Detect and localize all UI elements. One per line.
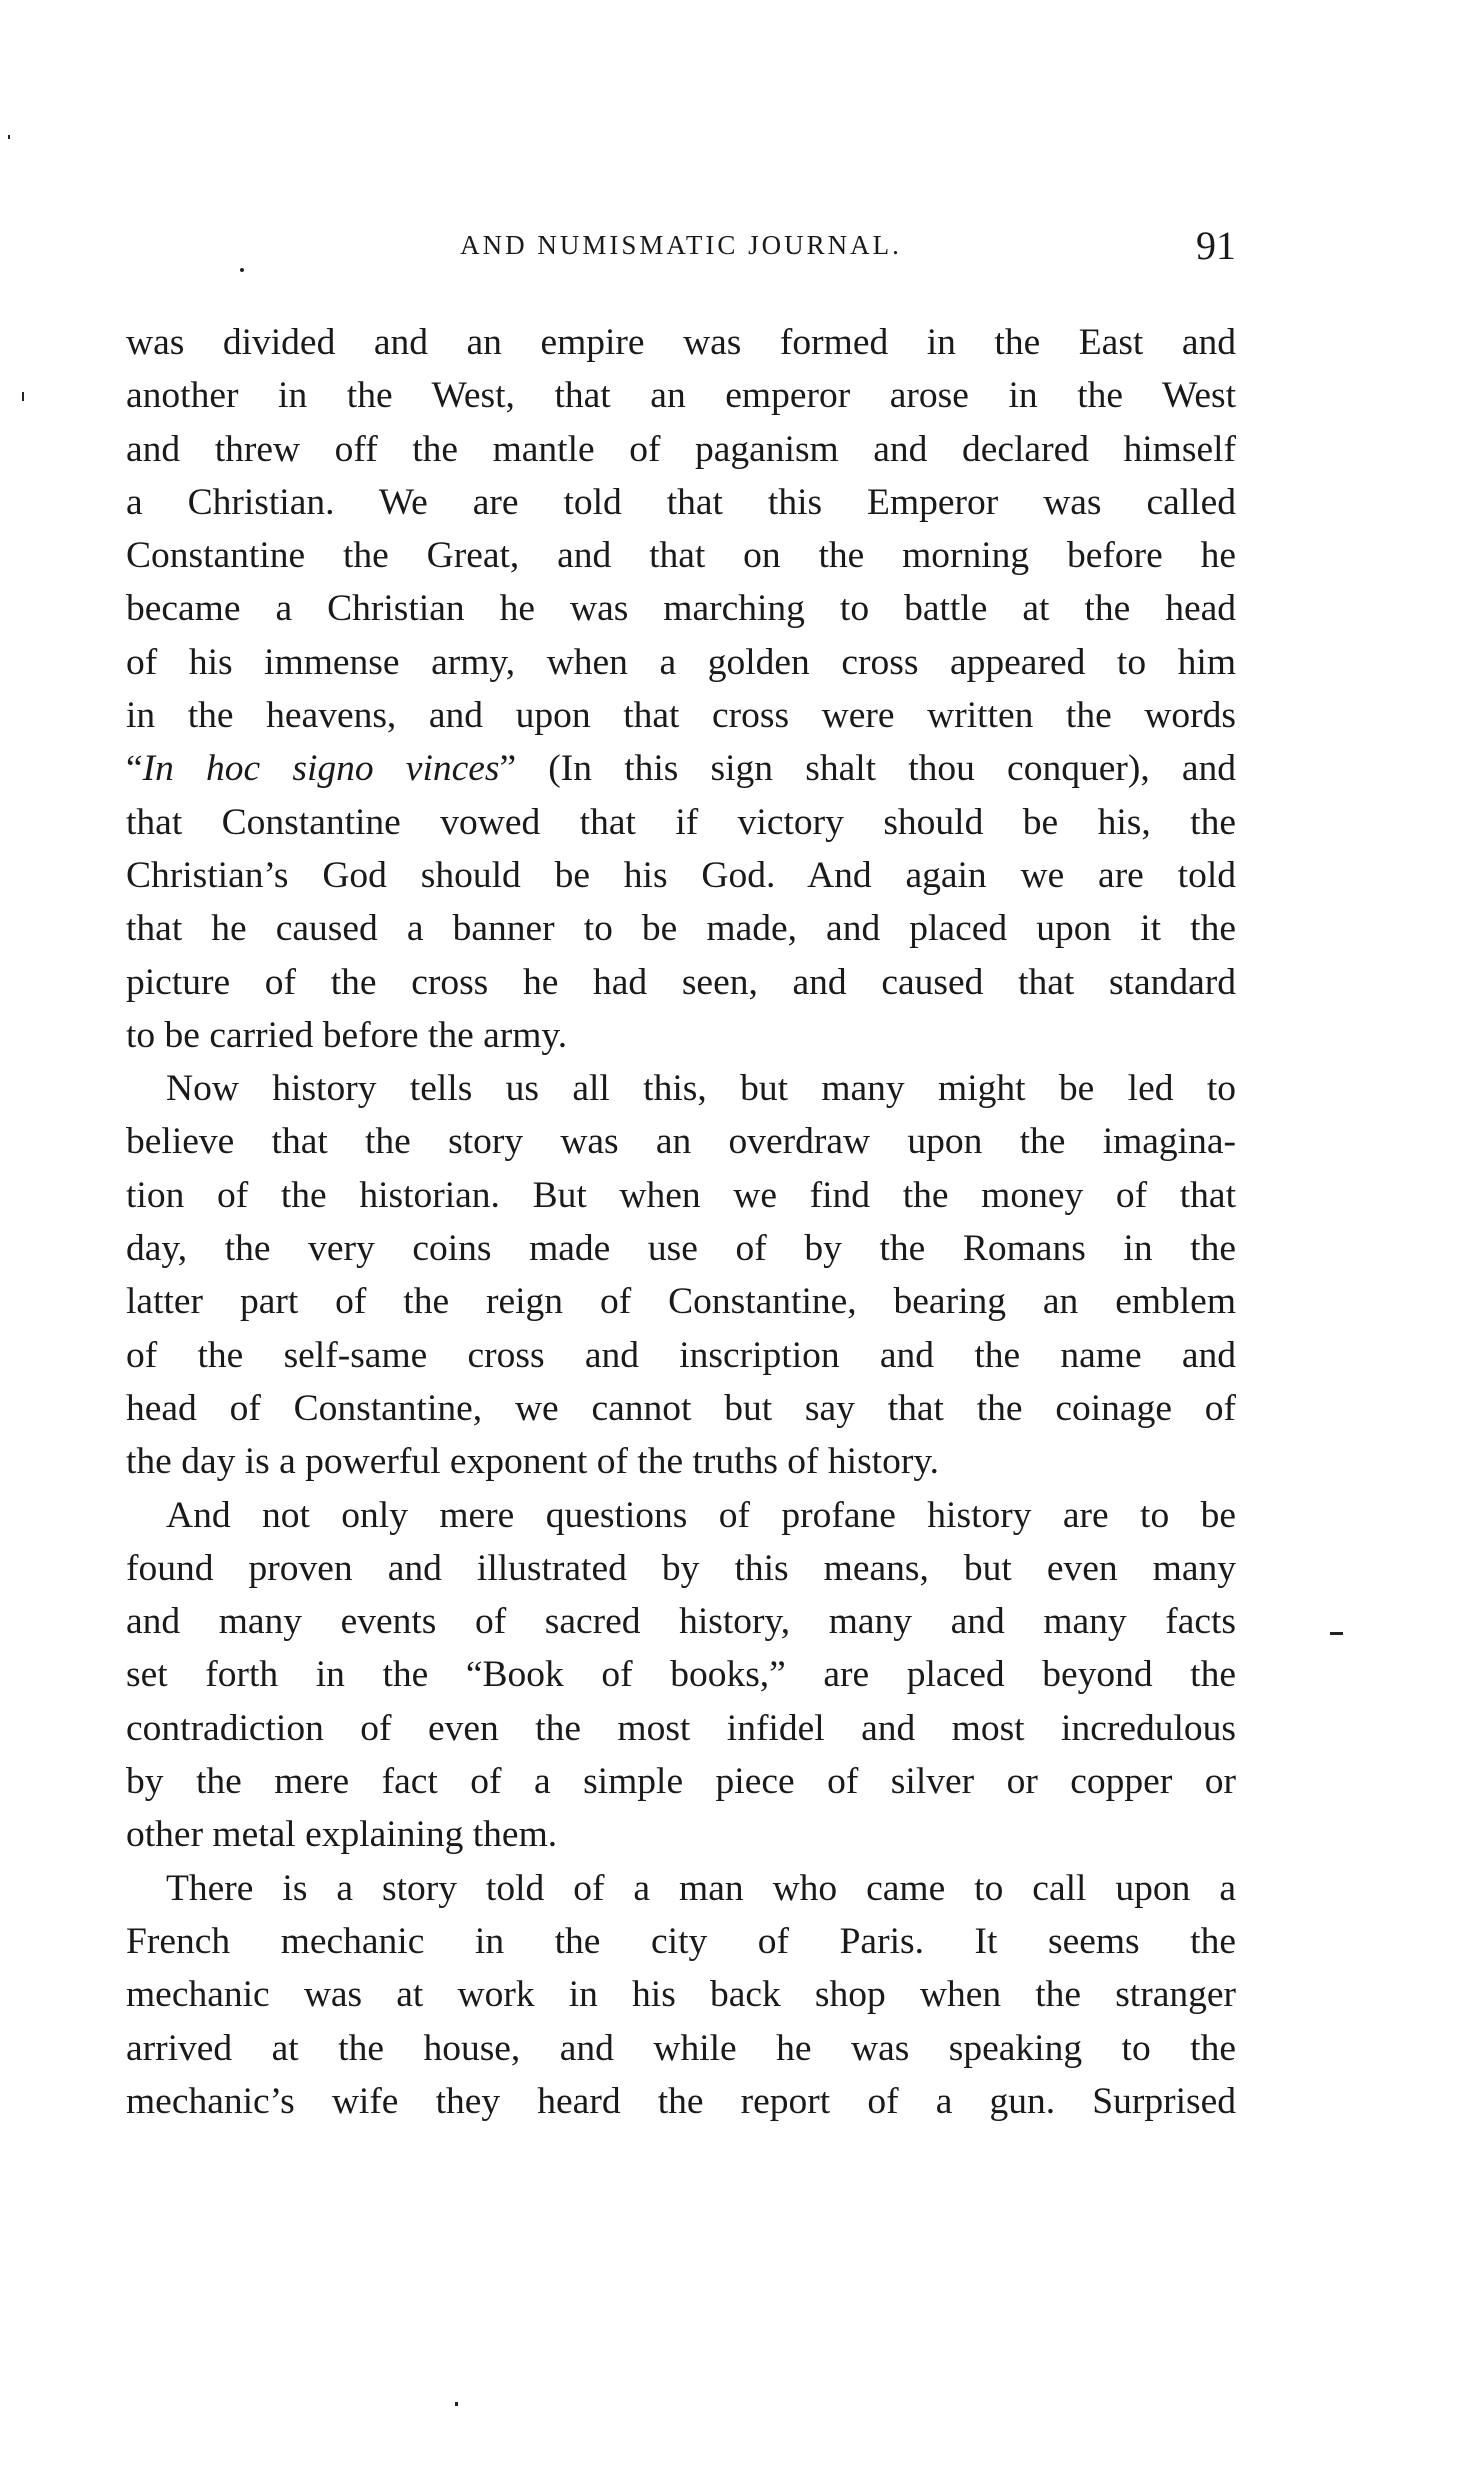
text-line: the day is a powerful exponent of the truths of history. <box>126 1441 940 1483</box>
text-line: found proven and illustrated by this means, but even many <box>126 1547 1236 1589</box>
text-line: and many events of sacred history, many and many facts <box>126 1601 1236 1643</box>
text-line: day, the very coins made use of by the Romans in the <box>126 1228 1236 1270</box>
text-line: other metal explaining them. <box>126 1814 558 1856</box>
print-speck <box>240 268 244 272</box>
text-line: latter part of the reign of Constantine, bearing an emblem <box>126 1281 1236 1323</box>
margin-mark <box>1330 1632 1343 1635</box>
text-line: Christian’s God should be his God. And again we are told <box>126 854 1236 896</box>
page-number: 91 <box>1196 223 1236 268</box>
text-line: that he caused a banner to be made, and placed upon it the <box>126 908 1236 950</box>
text-line: arrived at the house, and while he was speaking to the <box>126 2027 1236 2069</box>
text-line: Now history tells us all this, but many might be led to <box>166 1068 1236 1110</box>
paragraph-3 <box>126 1489 1236 1862</box>
text-line: set forth in the “Book of books,” are placed beyond the <box>126 1654 1236 1696</box>
text-line: in the heavens, and upon that cross were written the words <box>126 695 1236 737</box>
text-line: There is a story told of a man who came to call upon a <box>166 1867 1236 1909</box>
text-line: mechanic’s wife they heard the report of a gun. Surprised <box>126 2080 1236 2122</box>
text-line: to be carried before the army. <box>126 1014 568 1056</box>
text-line: “In hoc signo vinces” (In this sign shalt thou conquer), and <box>126 748 1236 790</box>
text-line: And not only mere questions of profane history are to be <box>166 1494 1236 1536</box>
paragraph-4 <box>126 1862 1236 2128</box>
print-speck <box>22 392 24 401</box>
text-line: mechanic was at work in his back shop when the stranger <box>126 1974 1236 2016</box>
print-speck <box>455 2402 458 2406</box>
text-line: by the mere fact of a simple piece of silver or copper or <box>126 1761 1236 1803</box>
body-text <box>126 316 1236 2128</box>
text-line: was divided and an empire was formed in the East and <box>126 322 1236 363</box>
text-line: became a Christian he was marching to battle at the head <box>126 588 1236 630</box>
paragraph-1 <box>126 316 1236 1062</box>
text-line: contradiction of even the most infidel and most incredulous <box>126 1707 1236 1749</box>
text-line: picture of the cross he had seen, and caused that standard <box>126 961 1236 1003</box>
text-line: and threw off the mantle of paganism and declared himself <box>126 428 1236 470</box>
running-head <box>126 222 1236 282</box>
print-speck <box>8 135 10 139</box>
text-line: that Constantine vowed that if victory should be his, the <box>126 801 1236 843</box>
text-line: Constantine the Great, and that on the morning before he <box>126 535 1236 577</box>
text-line: a Christian. We are told that this Emperor was called <box>126 481 1236 523</box>
text-line: of the self-same cross and inscription and the name and <box>126 1334 1236 1376</box>
text-line: head of Constantine, we cannot but say that the coinage of <box>126 1387 1236 1429</box>
latin-motto: In hoc signo vinces <box>142 748 500 790</box>
text-line: tion of the historian. But when we find the money of that <box>126 1174 1236 1216</box>
text-line: believe that the story was an overdraw upon the imagina- <box>126 1121 1236 1163</box>
text-line: another in the West, that an emperor arose in the West <box>126 375 1236 417</box>
text-line: French mechanic in the city of Paris. It seems the <box>126 1920 1236 1962</box>
paragraph-2 <box>126 1062 1236 1488</box>
running-title: AND NUMISMATIC JOURNAL. <box>460 230 902 260</box>
text-line: of his immense army, when a golden cross appeared to him <box>126 641 1236 683</box>
